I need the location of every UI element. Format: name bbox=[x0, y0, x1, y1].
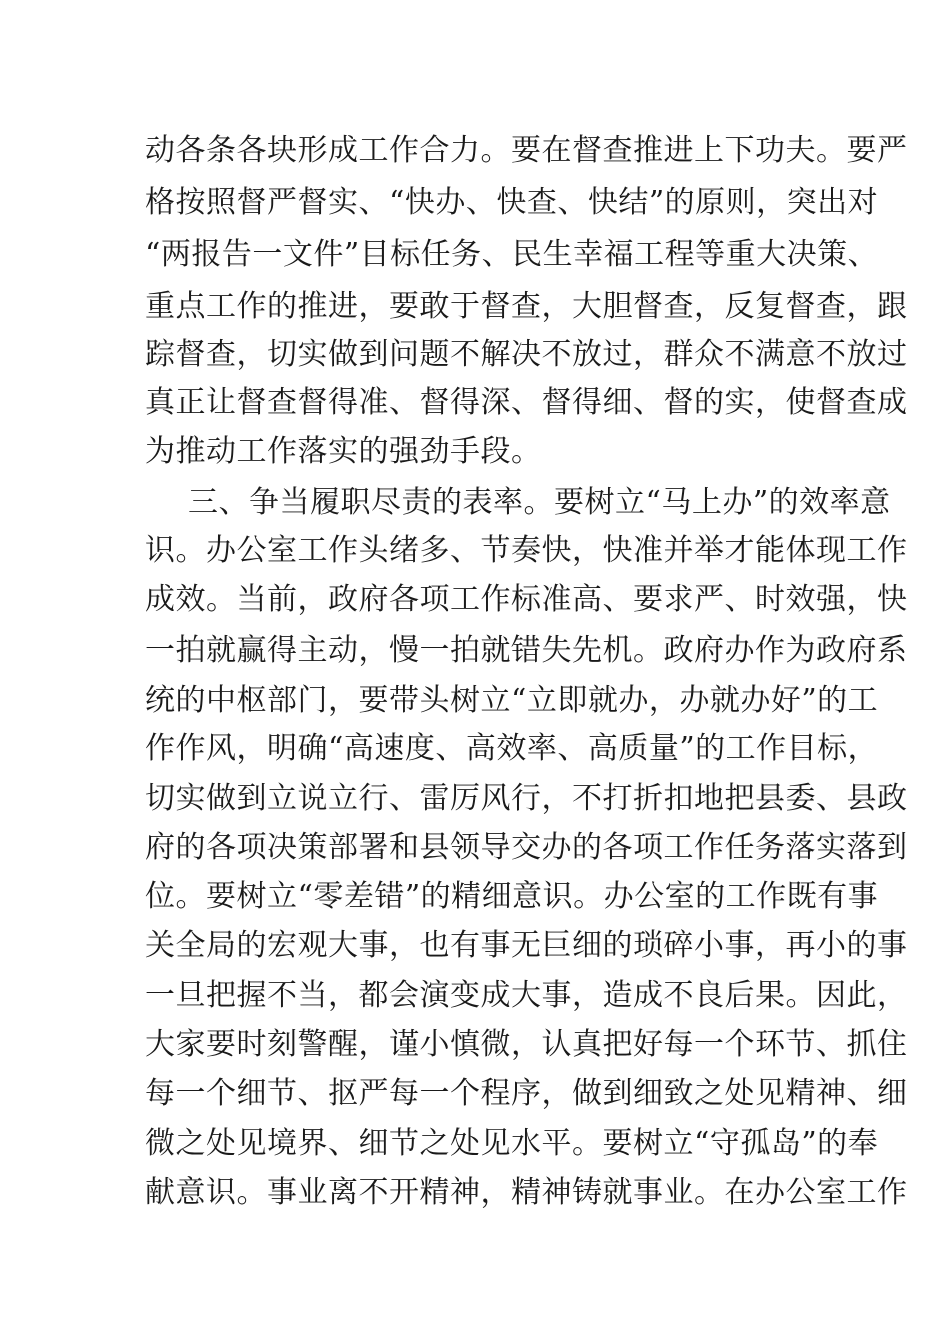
text-line: 踪督查，切实做到问题不解决不放过，群众不满意不放过 bbox=[145, 337, 908, 372]
text-line: 位。要树立“零差错”的精细意识。办公室的工作既有事 bbox=[145, 879, 879, 914]
text-line: 重点工作的推进，要敢于督查，大胆督查，反复督查，跟 bbox=[145, 289, 908, 324]
text-line: 献意识。事业离不开精神，精神铸就事业。在办公室工作 bbox=[145, 1175, 908, 1210]
text-line: 成效。当前，政府各项工作标准高、要求严、时效强，快 bbox=[145, 582, 908, 617]
text-line: 每一个细节、抠严每一个程序，做到细致之处见精神、细 bbox=[145, 1076, 908, 1111]
text-line: 动各条各块形成工作合力。要在督查推进上下功夫。要严 bbox=[145, 133, 908, 168]
paragraph-start-line: 三、争当履职尽责的表率。要树立“马上办”的效率意 bbox=[188, 485, 891, 520]
text-line: 微之处见境界、细节之处见水平。要树立“守孤岛”的奉 bbox=[145, 1126, 879, 1161]
text-line: 格按照督严督实、“快办、快查、快结”的原则，突出对 bbox=[145, 185, 879, 220]
text-line: 统的中枢部门，要带头树立“立即就办，办就办好”的工 bbox=[145, 683, 879, 718]
text-line: 识。办公室工作头绪多、节奏快，快准并举才能体现工作 bbox=[145, 533, 908, 568]
text-line: 府的各项决策部署和县领导交办的各项工作任务落实落到 bbox=[145, 830, 908, 865]
text-line: “两报告一文件”目标任务、民生幸福工程等重大决策、 bbox=[145, 237, 879, 272]
text-line: 为推动工作落实的强劲手段。 bbox=[145, 434, 542, 469]
text-line: 一拍就赢得主动，慢一拍就错失先机。政府办作为政府系 bbox=[145, 633, 908, 668]
text-line: 一旦把握不当，都会演变成大事，造成不良后果。因此， bbox=[145, 978, 908, 1013]
text-line: 切实做到立说立行、雷厉风行，不打折扣地把县委、县政 bbox=[145, 781, 908, 816]
text-line: 作作风，明确“高速度、高效率、高质量”的工作目标， bbox=[145, 731, 879, 766]
text-line: 真正让督查督得准、督得深、督得细、督的实，使督查成 bbox=[145, 385, 908, 420]
text-line: 大家要时刻警醒，谨小慎微，认真把好每一个环节、抓住 bbox=[145, 1027, 908, 1062]
text-line: 关全局的宏观大事，也有事无巨细的琐碎小事，再小的事 bbox=[145, 928, 908, 963]
